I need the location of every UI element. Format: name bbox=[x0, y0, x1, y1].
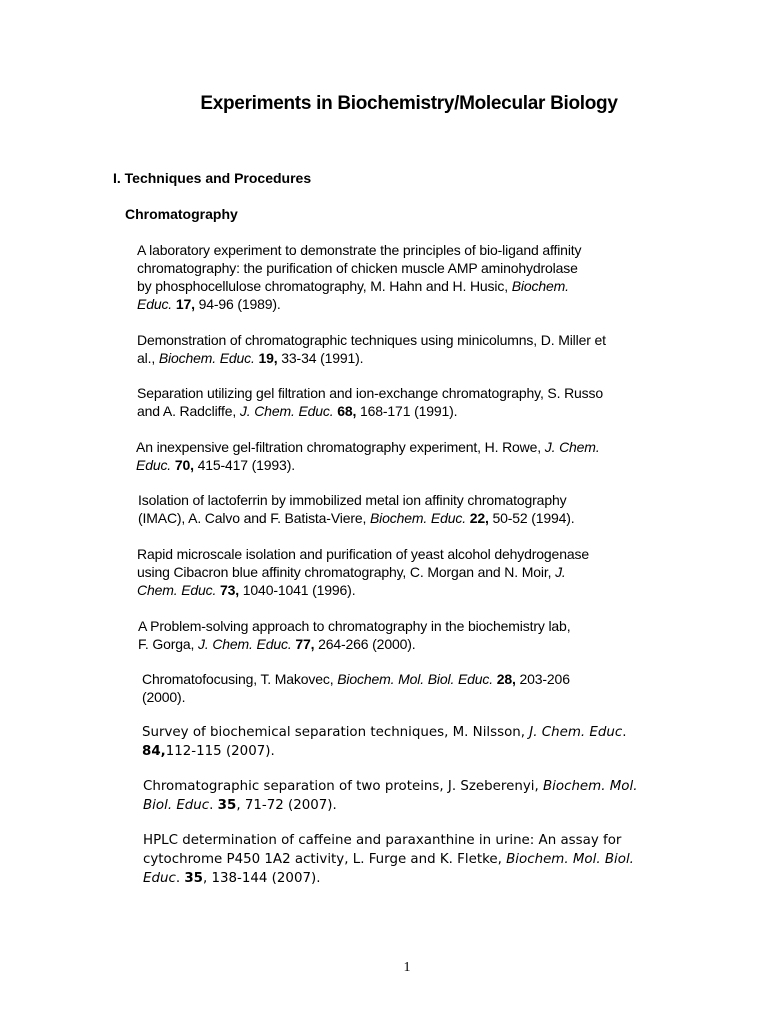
reference-text: A Problem-solving approach to chromatography in the biochemistry lab, bbox=[138, 618, 571, 634]
journal-name: Biochem. Mol. bbox=[542, 779, 638, 794]
reference-line bbox=[137, 545, 697, 563]
reference-text: 1040-1041 (1996). bbox=[239, 582, 356, 598]
reference-line bbox=[137, 581, 697, 599]
volume-number: 35 bbox=[217, 798, 237, 813]
subsection-heading: Chromatography bbox=[125, 206, 238, 222]
volume-number: 73, bbox=[220, 582, 240, 598]
reference-text: by phosphocellulose chromatography, M. Hahn and H. Husic, bbox=[137, 278, 512, 294]
volume-number: 28, bbox=[496, 671, 516, 687]
journal-name: Biochem. Mol. Biol. Educ. bbox=[337, 671, 493, 687]
reference-text: al., bbox=[137, 350, 159, 366]
reference-line bbox=[143, 831, 703, 850]
reference-line bbox=[137, 277, 697, 295]
volume-number: 35 bbox=[184, 871, 203, 886]
reference-text: A laboratory experiment to demonstrate the principles of bio-ligand affinity bbox=[137, 242, 582, 258]
volume-number: 77, bbox=[295, 636, 315, 652]
reference-entry bbox=[142, 670, 702, 706]
reference-text: An inexpensive gel-filtration chromatography experiment, H. Rowe, bbox=[136, 439, 545, 455]
reference-text: Rapid microscale isolation and purification of yeast alcohol dehydrogenase bbox=[137, 546, 589, 562]
reference-text: . bbox=[209, 798, 218, 813]
reference-line bbox=[142, 670, 702, 688]
reference-line bbox=[142, 742, 702, 761]
reference-text: cytochrome P450 1A2 activity, L. Furge and K. Fletke, bbox=[143, 852, 507, 867]
reference-text: HPLC determination of caffeine and paraxanthine in urine: An assay for bbox=[143, 833, 622, 848]
reference-entry bbox=[136, 438, 696, 474]
journal-name: J. Chem. bbox=[544, 439, 600, 455]
reference-line bbox=[137, 349, 697, 367]
reference-text: Demonstration of chromatographic techniques using minicolumns, D. Miller et bbox=[137, 332, 606, 348]
journal-name: Biochem. Educ. bbox=[369, 510, 466, 526]
reference-text: Chromatofocusing, T. Makovec, bbox=[142, 671, 338, 687]
reference-text: , 71-72 (2007). bbox=[236, 798, 337, 813]
journal-name: Biochem. bbox=[511, 278, 569, 294]
reference-text: . bbox=[175, 871, 185, 886]
reference-text: F. Gorga, bbox=[138, 636, 198, 652]
journal-name: J. bbox=[555, 564, 566, 580]
volume-number: 22, bbox=[469, 510, 489, 526]
journal-name: Educ bbox=[143, 871, 176, 886]
journal-name: J. Chem. Educ bbox=[529, 725, 623, 740]
reference-line bbox=[137, 402, 697, 420]
reference-text: 33-34 (1991). bbox=[277, 350, 364, 366]
reference-text: chromatography: the purification of chicken muscle AMP aminohydrolase bbox=[137, 260, 578, 276]
reference-line bbox=[143, 777, 703, 796]
journal-name: J. Chem. Educ. bbox=[239, 403, 334, 419]
reference-line bbox=[142, 688, 702, 706]
journal-name: Educ. bbox=[136, 457, 172, 473]
reference-text: 50-52 (1994). bbox=[488, 510, 575, 526]
reference-line bbox=[138, 491, 698, 509]
reference-text: 264-266 (2000). bbox=[314, 636, 416, 652]
reference-entry bbox=[143, 831, 703, 888]
reference-line bbox=[137, 384, 697, 402]
reference-line bbox=[137, 259, 697, 277]
reference-entry bbox=[143, 777, 703, 815]
reference-line bbox=[143, 850, 703, 869]
reference-entry bbox=[137, 241, 697, 313]
reference-entry bbox=[142, 723, 702, 761]
reference-entry bbox=[137, 545, 697, 599]
reference-entry bbox=[138, 617, 698, 653]
reference-line bbox=[137, 331, 697, 349]
reference-text: Survey of biochemical separation techniques, M. Nilsson, bbox=[142, 725, 530, 740]
journal-name: Educ. bbox=[137, 296, 173, 312]
reference-text: 112-115 (2007). bbox=[165, 744, 275, 759]
reference-text: . bbox=[622, 725, 627, 740]
reference-line bbox=[142, 723, 702, 742]
journal-name: Biol. Educ bbox=[143, 798, 210, 813]
reference-text: 168-171 (1991). bbox=[356, 403, 458, 419]
reference-text: Isolation of lactoferrin by immobilized metal ion affinity chromatography bbox=[138, 492, 567, 508]
reference-line bbox=[137, 563, 697, 581]
journal-name: Biochem. Mol. Biol. bbox=[506, 852, 634, 867]
journal-name: J. Chem. Educ. bbox=[197, 636, 292, 652]
section-heading: I. Techniques and Procedures bbox=[113, 170, 312, 186]
journal-name: Chem. Educ. bbox=[137, 582, 217, 598]
volume-number: 68, bbox=[337, 403, 357, 419]
volume-number: 19, bbox=[258, 350, 278, 366]
reference-entry bbox=[137, 331, 697, 367]
reference-text: and A. Radcliffe, bbox=[137, 403, 240, 419]
volume-number: 84, bbox=[142, 744, 166, 759]
reference-text: (2000). bbox=[142, 689, 186, 705]
volume-number: 17, bbox=[175, 296, 195, 312]
reference-text: , 138-144 (2007). bbox=[202, 871, 321, 886]
reference-line bbox=[138, 617, 698, 635]
reference-text: Chromatographic separation of two proteins, J. Szeberenyi, bbox=[143, 779, 543, 794]
reference-entry bbox=[138, 491, 698, 527]
page-number: 1 bbox=[403, 960, 411, 975]
reference-entry bbox=[137, 384, 697, 420]
reference-line bbox=[143, 869, 703, 888]
reference-line bbox=[138, 635, 698, 653]
reference-line bbox=[137, 241, 697, 259]
volume-number: 70, bbox=[174, 457, 194, 473]
reference-line bbox=[137, 295, 697, 313]
reference-text: 203-206 bbox=[515, 671, 570, 687]
reference-text: 415-417 (1993). bbox=[193, 457, 295, 473]
document-title: Experiments in Biochemistry/Molecular Biology bbox=[200, 93, 618, 114]
journal-name: Biochem. Educ. bbox=[158, 350, 255, 366]
reference-text: using Cibacron blue affinity chromatography, C. Morgan and N. Moir, bbox=[137, 564, 556, 580]
reference-text: 94-96 (1989). bbox=[194, 296, 281, 312]
reference-line bbox=[136, 456, 696, 474]
reference-line bbox=[136, 438, 696, 456]
reference-text: Separation utilizing gel filtration and ion-exchange chromatography, S. Russo bbox=[137, 385, 604, 401]
reference-text: (IMAC), A. Calvo and F. Batista-Viere, bbox=[138, 510, 370, 526]
reference-line bbox=[143, 796, 703, 815]
reference-line bbox=[138, 509, 698, 527]
